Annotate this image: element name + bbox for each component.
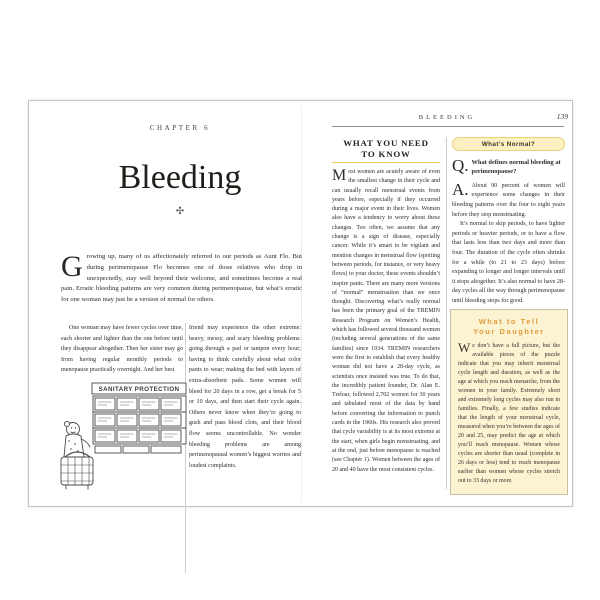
running-head: BLEEDING xyxy=(418,114,476,121)
whats-normal-column xyxy=(452,137,565,307)
page-number: 139 xyxy=(556,112,568,121)
shelf-sign xyxy=(92,383,186,394)
daughter-box-paragraph xyxy=(458,342,560,486)
answer-paragraph-1: About 90 percent of women will experience some changes in their bleeding patterns over the four to eight years before they stop menstruating. xyxy=(452,182,565,218)
right-page xyxy=(302,101,572,506)
dropcap-w: W xyxy=(458,340,471,355)
question-text: What defines normal bleeding at perimenopause? xyxy=(471,159,561,176)
intro-text: rowing up, many of us affectionately referred to our periods as Aunt Flo. But during perimenopause Flo becomes one of those relatives who drop in unexpectedly, stay well beyond their welcome, and sometimes become a real pain. Erratic bleeding patterns are very common during perimenopause, but what’s erratic for one woman may just be a version of normal for others. xyxy=(61,253,302,304)
answer-block xyxy=(452,179,565,307)
question-block xyxy=(452,158,565,177)
whats-normal-pill xyxy=(452,137,565,151)
shelf-sign-text: SANITARY PROTECTION xyxy=(98,386,180,393)
shelf-grid xyxy=(93,396,186,453)
left-page xyxy=(29,101,301,506)
header-rule xyxy=(332,126,564,127)
fleuron-ornament-icon: ✣ xyxy=(175,206,185,217)
know-heading-line2: TO KNOW xyxy=(361,148,411,159)
whats-normal-label: What’s Normal? xyxy=(481,140,536,148)
shopper-cartoon xyxy=(61,421,93,489)
right-column-paragraph: friend may experience the other extreme: heavy, messy, and scary bleeding problems: going through a pad or tampon every hour; having to think carefully about what color pants to wear; making the bed with layers of extra-absorbent pads. Some women will bleed for 20 days in a row, get a break for 5 or 10 days, and then start their cycle again. Others never know when they’re going to gush and pass blood clots, and their blood flow seems uncontrollable. No wonder bleeding problems are among perimenopausal women’s biggest worries and loudest complaints. xyxy=(189,325,301,469)
daughter-box-text: e don’t have a full picture, but the available pieces of the puzzle indicate that you may inherit menstrual cycle length and duration, as well as the age at which you reach menarche, from the women in your family. Extremely short and extremely long cycles may also run in families. Finally, a few studies indicate that the length of your menstrual cycle, measured when you’re between the ages of 20 and 25, may predict the age at which you’ll reach menopause. Women whose cycles are shorter than usual (complete in 26 days or less) tend to reach menopause earlier than women whose cycles stretch out to 33 days or more. xyxy=(458,343,560,484)
column-divider-rule xyxy=(446,137,447,489)
left-column-paragraph: One woman may have fewer cycles over time, each shorter and lighter than the one before until they disappear altogether. Then her sister may go from having regular monthly periods to menopause practically overnight. And her best xyxy=(61,325,183,374)
what-you-need-to-know-column xyxy=(332,138,440,475)
know-body-paragraph xyxy=(332,168,440,475)
daughter-title-line1: What to Tell xyxy=(478,317,540,326)
store-shelf-illustration xyxy=(57,381,189,503)
know-body-text: ost women are acutely aware of even the smallest change in their cycle and can usually recall menstrual events from years before, especially if they occurred during a major event in their lives. Women also have a tendency to worry about these changes. Too often, we assume that any change is a sign of disease, especially cancer. While it’s smart to be vigilant and mention changes in menstrual flow (spotting between periods, for instance, or very heavy flows) to your doctor, these events shouldn’t inspire panic. There are many more versions of “normal” menstruation than we once thought. Discovering what’s really normal has been the primary goal of the TREMIN Research Program on Women’s Health, which has followed several thousand women (including several generations of the same families) since 1934. TREMIN researchers were the first to establish that every healthy woman did not have a 28-day cycle, as scientists once insisted was true. To do that, the incredibly patient founder, Dr. Alan E. Treloar, followed 2,702 women for 30 years and tabulated most of the data by hand before converting the information to punch cards in the 1960s. His research also proved that cycle variability is at its most extreme at the start, when girls begin menstruating, and at the end, just before menopause is reached (see Chapter 1). Women between the ages of 20 and 40 have the most consistent cycles. xyxy=(332,169,440,473)
answer-paragraph-2: It’s normal to skip periods, to have lighter periods or heavier periods, or to have a flow that lasts less than two days and more than four. The duration of the cycle often shrinks for a while (to 21 to 23 days) before expanding to longer and longer intervals until it stops altogether. It’s also normal to have 28-day cycles all the way through perimenopause until bleeding stops for good. xyxy=(452,221,565,304)
chapter-label: CHAPTER 6 xyxy=(149,124,211,132)
dropcap-m: M xyxy=(332,167,347,184)
know-heading xyxy=(332,138,440,159)
daughter-box-title xyxy=(458,317,560,337)
gold-underline xyxy=(332,162,440,163)
intro-paragraph xyxy=(61,252,302,306)
dropcap-g: G xyxy=(61,250,83,283)
chapter-title: Bleeding xyxy=(118,159,242,196)
a-letter: A. xyxy=(452,179,469,199)
what-to-tell-your-daughter-box xyxy=(450,309,568,495)
daughter-title-line2: Your Daughter xyxy=(473,327,545,336)
book-spread xyxy=(28,100,573,507)
q-letter: Q. xyxy=(452,156,469,175)
know-heading-line1: WHAT YOU NEED xyxy=(343,138,429,148)
